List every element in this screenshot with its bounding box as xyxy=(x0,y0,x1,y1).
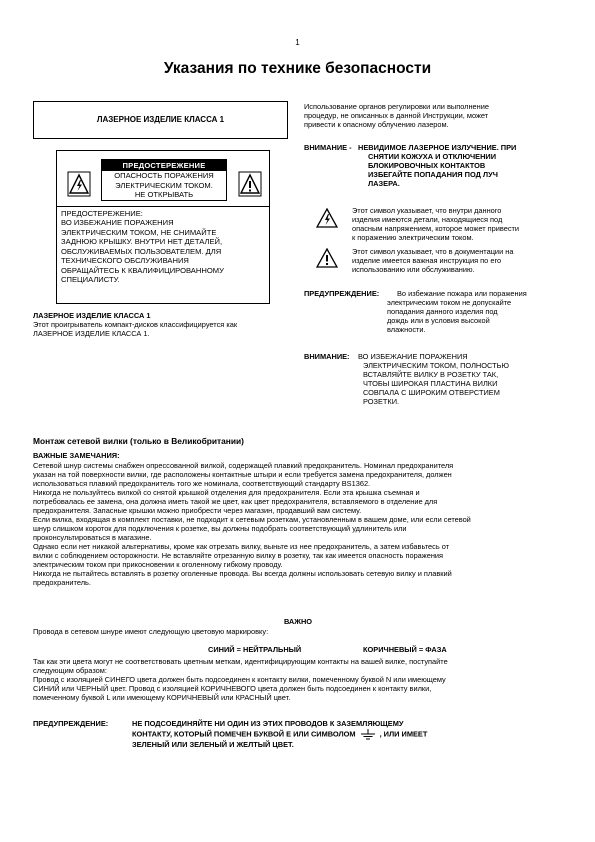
important-heading: ВАЖНО xyxy=(283,617,313,626)
warning-box xyxy=(56,150,270,304)
laser-caution-line: ЛАЗЕРА. xyxy=(368,179,400,189)
plug-attention-line: СОВПАЛА С ШИРОКИМ ОТВЕРСТИЕМ xyxy=(363,388,500,398)
caution-line: СПЕЦИАЛИСТУ. xyxy=(61,275,120,285)
warning-label xyxy=(101,159,227,201)
plug-body-line: электрическим током при прикосновении к оголенному гибкому проводу. xyxy=(33,560,283,570)
fire-warning-line: дождь или в условия высокой xyxy=(387,316,490,326)
fire-warning-line: влажности. xyxy=(387,325,426,335)
plug-body-line: вилки с соблюдением осторожности. Не вставляйте отрезанную вилку в розетку, так как имеется опасность поражения xyxy=(33,551,444,561)
laser-class-line: Этот проигрыватель компакт-дисков классифицируется как xyxy=(33,320,238,330)
plug-body-line: Однако если нет никакой альтернативы, кроме как отрезать вилку, выньте из нее предохранитель, а затем избавьтесь от xyxy=(33,542,450,552)
ground-warning-line: НЕ ПОДСОЕДИНЯЙТЕ НИ ОДИН ИЗ ЭТИХ ПРОВОДОВ К ЗАЗЕМЛЯЮЩЕМУ xyxy=(132,719,404,728)
warning-label-line: ОПАСНОСТЬ ПОРАЖЕНИЯ xyxy=(114,171,214,181)
caution-label: ПРЕДОСТЕРЕЖЕНИЕ xyxy=(61,209,141,218)
caution-line: ЗАДНЮЮ КРЫШКУ. ВНУТРИ НЕТ ДЕТАЛЕЙ, xyxy=(61,237,223,247)
caution-line: ВО ИЗБЕЖАНИЕ ПОРАЖЕНИЯ xyxy=(61,218,174,228)
caution-text: ПРЕДОСТЕРЕЖЕНИЕ: ВО ИЗБЕЖАНИЕ ПОРАЖЕНИЯ ЭЛЕКТРИЧЕСКИМ ТОКОМ, НЕ СНИМАЙТЕ ЗАДНЮЮ КРЫШКУ. ВНУТРИ НЕТ ДЕТАЛЕЙ, ОБСЛУЖИВАЕМЫХ ПОЛЬЗОВАТЕЛЕМ. ДЛЯ ТЕХНИЧЕСКОГО ОБСЛУЖИВАНИЯ ОБРАЩАЙТЕСЬ К КВАЛИФИЦИРОВАННОМУ СПЕЦИАЛИСТУ. xyxy=(61,209,266,285)
plug-body-line: потребовалась ее замена, она должна иметь такой же цвет, как цвет предохранителя, вставляемого в отделение для xyxy=(33,497,438,507)
fire-warning xyxy=(304,289,562,334)
plug-body-line: предохранителя. Запасные крышки можно приобрести через магазин, продавший вам систему. xyxy=(33,506,362,516)
page-number: 1 xyxy=(295,38,300,47)
plug-body-line: Никогда не пользуйтесь вилкой со снятой крышкой отделения для предохранителя. Если эта крышка съемная и xyxy=(33,488,420,498)
plug-body-line: Сетевой шнур системы снабжен опрессованной вилкой, содержащей плавкий предохранитель. Номинал предохранителя xyxy=(33,461,454,470)
laser-class-section xyxy=(33,311,293,338)
symbol1-line: опасным напряжением, которое может привести xyxy=(352,224,520,234)
wires-intro: Провода в сетевом шнуре имеют следующую цветовую маркировку: xyxy=(33,627,269,636)
laser-caution-label: ВНИМАНИЕ - xyxy=(304,143,352,152)
plug-attention xyxy=(304,352,562,406)
symbol2-line: изделие имеется важная инструкция по его xyxy=(352,256,502,266)
symbol1-line: изделия имеются детали, находящиеся под xyxy=(352,215,503,225)
caution-line: ТЕХНИЧЕСКОГО ОБСЛУЖИВАНИЯ xyxy=(61,256,189,266)
warning-label-line: ЭЛЕКТРИЧЕСКИМ ТОКОМ. xyxy=(115,180,213,190)
laser-caution-line: СНЯТИИ КОЖУХА И ОТКЛЮЧЕНИИ xyxy=(368,152,497,162)
plug-attention-line: ВО ИЗБЕЖАНИЕ ПОРАЖЕНИЯ xyxy=(358,352,468,361)
ground-warning-line: ЗЕЛЕНЫЙ ИЛИ ЗЕЛЕНЫЙ И ЖЕЛТЫЙ ЦВЕТ. xyxy=(132,739,294,749)
fire-warning-line: электрическим током не допускайте xyxy=(387,298,512,308)
fire-warning-line: Во избежание пожара или поражения xyxy=(397,289,527,298)
plug-body-line: Никогда не пытайтесь вставлять в розетку оголенные провода. Вы всегда должны использовать сетевую вилку и плавкий xyxy=(33,569,452,579)
page-title: Указания по технике безопасности xyxy=(163,60,432,77)
warning-label-header: ПРЕДОСТЕРЕЖЕНИЕ xyxy=(102,160,226,171)
plug-body-line: использоваться плавкий предохранитель того же номинала, соответствующий стандарту BS1362. xyxy=(33,479,371,489)
exclamation-triangle-icon xyxy=(316,248,338,268)
plug-body xyxy=(33,461,563,587)
laser-class-line: ЛАЗЕРНОЕ ИЗДЕЛИЕ КЛАССА 1. xyxy=(33,329,150,339)
important-notes-heading: ВАЖНЫЕ ЗАМЕЧАНИЯ: xyxy=(33,451,120,460)
fire-warning-label: ПРЕДУПРЕЖДЕНИЕ: xyxy=(304,289,380,298)
ground-warning-line: , ИЛИ ИМЕЕТ xyxy=(379,729,428,739)
blue-neutral: СИНИЙ = НЕЙТРАЛЬНЫЙ xyxy=(208,645,302,654)
plug-body-line: Если вилка, входящая в комплект поставки, не подходит к сетевым розеткам, установленным в вашем доме, или если сетевой xyxy=(33,515,471,525)
laser-class-heading: ЛАЗЕРНОЕ ИЗДЕЛИЕ КЛАССА 1 xyxy=(33,311,151,320)
symbol1-line: к поражению электрическим током. xyxy=(352,233,474,243)
intro-line: привести к опасному облучению лазером. xyxy=(304,120,449,130)
colors-body-line: СИНИЙ или ЧЕРНЫЙ цвет. Провод с изоляцией КОРИЧНЕВОГО цвета должен быть подсоединен к контакту вилки, xyxy=(33,684,432,694)
ground-warning-line: КОНТАКТУ, КОТОРЫЙ ПОМЕЧЕН БУКВОЙ Е ИЛИ СИМВОЛОМ xyxy=(132,729,356,739)
colors-body xyxy=(33,657,563,702)
lightning-triangle-icon xyxy=(316,208,338,228)
symbol2-line: Этот символ указывает, что в документации на xyxy=(352,247,514,256)
plug-attention-line: ЧТОБЫ ШИРОКАЯ ПЛАСТИНА ВИЛКИ xyxy=(363,379,498,389)
plug-attention-line: ЭЛЕКТРИЧЕСКИМ ТОКОМ, ПОЛНОСТЬЮ xyxy=(363,361,509,371)
symbol2-line: использованию или обслуживанию. xyxy=(352,265,475,275)
caution-line: ЭЛЕКТРИЧЕСКИМ ТОКОМ, НЕ СНИМАЙТЕ xyxy=(61,227,217,237)
plug-attention-label: ВНИМАНИЕ: xyxy=(304,352,350,361)
colors-body-line: следующим образом: xyxy=(33,666,107,676)
plug-attention-line: РОЗЕТКИ. xyxy=(363,397,400,407)
laser-class-box xyxy=(33,101,288,139)
plug-body-line: указан на той поверхности вилки, где расположены контактные штыри и если требуется замена предохранителя, должен xyxy=(33,470,452,480)
warning-label-line: НЕ ОТКРЫВАТЬ xyxy=(134,190,194,200)
plug-body-line: шнур слишком короток для подключения к розетке, вы должны подобрать соответствующий удлинитель или xyxy=(33,524,407,534)
laser-caution-line: ИЗБЕГАЙТЕ ПОПАДАНИЯ ПОД ЛУЧ xyxy=(368,170,498,180)
laser-caution-line: НЕВИДИМОЕ ЛАЗЕРНОЕ ИЗЛУЧЕНИЕ. ПРИ xyxy=(358,143,517,152)
caution-line: ОБСЛУЖИВАЕМЫХ ПОЛЬЗОВАТЕЛЕМ. ДЛЯ xyxy=(61,246,222,256)
intro-line: Использование органов регулировки или выполнение xyxy=(304,102,489,111)
laser-caution xyxy=(304,143,562,188)
caution-line: ОБРАЩАЙТЕСЬ К КВАЛИФИЦИРОВАННОМУ xyxy=(61,265,224,275)
laser-caution-line: БЛОКИРОВОЧНЫХ КОНТАКТОВ xyxy=(368,161,486,171)
exclamation-warning-icon xyxy=(238,171,262,197)
colors-body-line: Провод с изоляцией СИНЕГО цвета должен быть подсоединен к контакту вилки, помеченному буквой N или имеющему xyxy=(33,675,446,685)
plug-attention-line: ВСТАВЛЯЙТЕ ВИЛКУ В РОЗЕТКУ ТАК, xyxy=(363,370,499,380)
symbol1-line: Этот символ указывает, что внутри данного xyxy=(352,206,502,215)
ground-warning-label: ПРЕДУПРЕЖДЕНИЕ: xyxy=(33,719,109,728)
colors-body-line: помеченному буквой L или имеющему КОРИЧНЕВЫЙ или КРАСНЫЙ цвет. xyxy=(33,693,291,703)
intro-line: процедур, не описанных в данной Инструкции, может xyxy=(304,111,489,121)
plug-section-title: Монтаж сетевой вилки (только в Великобритании) xyxy=(33,436,244,446)
fire-warning-line: попадания данного изделия под xyxy=(387,307,498,317)
ground-symbol-icon xyxy=(360,729,376,740)
laser-class-box-text: ЛАЗЕРНОЕ ИЗДЕЛИЕ КЛАССА 1 xyxy=(96,115,225,125)
lightning-warning-icon xyxy=(67,171,91,197)
controls-intro xyxy=(304,102,562,129)
plug-body-line: проконсультироваться в магазине. xyxy=(33,533,152,543)
plug-body-line: предохранитель. xyxy=(33,578,91,588)
colors-body-line: Так как эти цвета могут не соответствовать цветным меткам, идентифицирующим контакты на вашей вилке, поступайте xyxy=(33,657,448,666)
brown-phase: КОРИЧНЕВЫЙ = ФАЗА xyxy=(363,645,447,654)
